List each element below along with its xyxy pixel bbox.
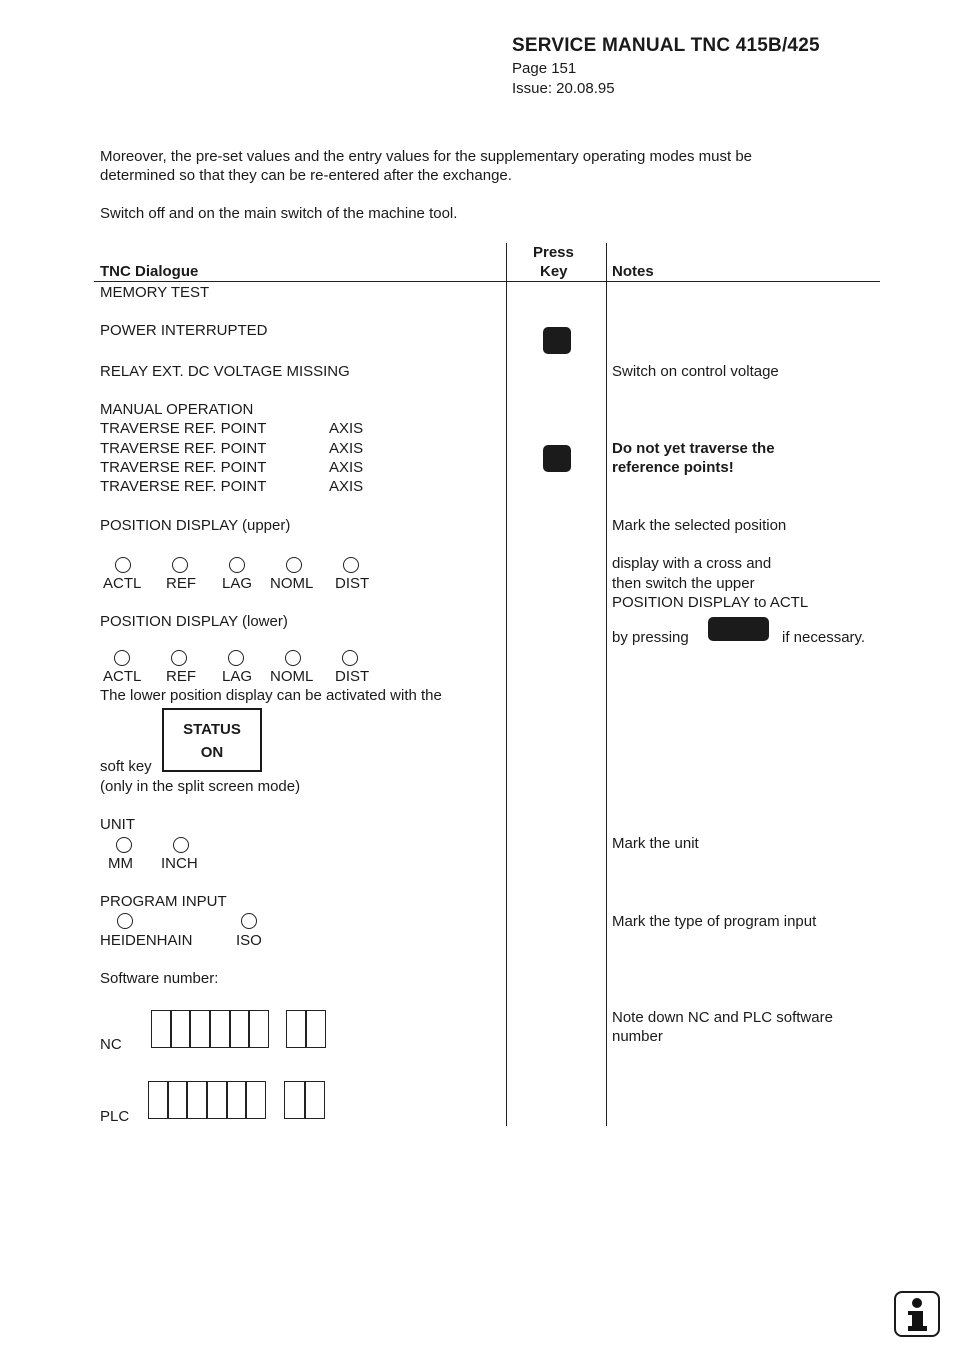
checkbox-circle: [172, 557, 188, 573]
label-mm: MM: [108, 855, 133, 872]
note-do-not-traverse-2: reference points!: [612, 459, 734, 476]
position-display-upper: POSITION DISPLAY (upper): [100, 517, 291, 534]
info-icon: [894, 1291, 940, 1337]
label-lag: LAG: [222, 575, 253, 592]
label-actl: ACTL: [103, 668, 142, 685]
page-number: Page 151: [512, 60, 577, 77]
plc-digit-boxes-short: [284, 1081, 325, 1119]
status-softkey-line-1: STATUS: [183, 721, 241, 738]
traverse-ref-point-1: TRAVERSE REF. POINT: [100, 420, 267, 437]
document-title: SERVICE MANUAL TNC 415B/425: [512, 35, 820, 56]
note-switch-on: Switch on control voltage: [612, 363, 779, 380]
black-key-icon: [708, 617, 769, 641]
label-inch: INCH: [161, 855, 198, 872]
issue-date: Issue: 20.08.95: [512, 80, 615, 97]
checkbox-circle: [114, 650, 130, 666]
split-screen-note: (only in the split screen mode): [100, 778, 301, 795]
label-noml: NOML: [270, 668, 314, 685]
traverse-ref-point-4: TRAVERSE REF. POINT: [100, 478, 267, 495]
intro-line-2: determined so that they can be re-entered after the exchange.: [100, 167, 512, 184]
axis-1: AXIS: [329, 420, 364, 437]
unit-heading: UNIT: [100, 816, 135, 833]
column-divider-2: [606, 243, 607, 1126]
relay-missing: RELAY EXT. DC VOLTAGE MISSING: [100, 363, 350, 380]
note-if-necessary: if necessary.: [782, 629, 866, 646]
column-divider-1: [506, 243, 507, 1126]
note-then-switch: then switch the upper: [612, 575, 755, 592]
checkbox-circle: [343, 557, 359, 573]
checkbox-circle: [229, 557, 245, 573]
label-lag: LAG: [222, 668, 253, 685]
note-do-not-traverse-1: Do not yet traverse the: [612, 440, 775, 457]
note-mark-program: Mark the type of program input: [612, 913, 817, 930]
note-note-down-2: number: [612, 1028, 663, 1045]
manual-operation: MANUAL OPERATION: [100, 401, 254, 418]
col-header-dialogue: TNC Dialogue: [100, 263, 199, 280]
status-on-softkey: [162, 708, 262, 772]
note-display-cross: display with a cross and: [612, 555, 772, 572]
label-actl: ACTL: [103, 575, 142, 592]
axis-2: AXIS: [329, 440, 364, 457]
axis-3: AXIS: [329, 459, 364, 476]
intro-line-1: Moreover, the pre-set values and the entry values for the supplementary operating modes must be: [100, 148, 753, 165]
checkbox-circle: [342, 650, 358, 666]
lower-activated-text: The lower position display can be activated with the: [100, 687, 442, 704]
checkbox-circle: [228, 650, 244, 666]
program-input-heading: PROGRAM INPUT: [100, 893, 227, 910]
label-ref: REF: [166, 668, 196, 685]
label-dist: DIST: [335, 668, 370, 685]
note-mark-unit: Mark the unit: [612, 835, 699, 852]
plc-label: PLC: [100, 1108, 130, 1125]
traverse-ref-point-2: TRAVERSE REF. POINT: [100, 440, 267, 457]
checkbox-circle: [173, 837, 189, 853]
checkbox-circle: [241, 913, 257, 929]
note-mark-position: Mark the selected position: [612, 517, 787, 534]
note-pos-to-actl: POSITION DISPLAY to ACTL: [612, 594, 809, 611]
label-ref: REF: [166, 575, 196, 592]
checkbox-circle: [117, 913, 133, 929]
note-by-pressing: by pressing: [612, 629, 689, 646]
axis-4: AXIS: [329, 478, 364, 495]
checkbox-circle: [115, 557, 131, 573]
col-header-press: Press: [533, 244, 574, 261]
checkbox-circle: [116, 837, 132, 853]
header-rule: [94, 281, 880, 282]
status-softkey-line-2: ON: [200, 744, 224, 761]
label-heidenhain: HEIDENHAIN: [100, 932, 193, 949]
col-header-key: Key: [540, 263, 568, 280]
col-header-notes: Notes: [612, 263, 654, 280]
checkbox-circle: [285, 650, 301, 666]
note-note-down-1: Note down NC and PLC software: [612, 1009, 833, 1026]
label-iso: ISO: [236, 932, 262, 949]
position-display-lower: POSITION DISPLAY (lower): [100, 613, 288, 630]
checkbox-circle: [286, 557, 302, 573]
checkbox-circle: [171, 650, 187, 666]
nc-label: NC: [100, 1036, 122, 1053]
plc-digit-boxes: [148, 1081, 266, 1119]
traverse-ref-point-3: TRAVERSE REF. POINT: [100, 459, 267, 476]
black-key-icon: [543, 445, 571, 472]
soft-key-label: soft key: [100, 758, 152, 775]
label-noml: NOML: [270, 575, 314, 592]
nc-digit-boxes: [151, 1010, 269, 1048]
label-dist: DIST: [335, 575, 370, 592]
software-number-heading: Software number:: [100, 970, 219, 987]
black-key-icon: [543, 327, 571, 354]
intro-line-3: Switch off and on the main switch of the machine tool.: [100, 205, 458, 222]
nc-digit-boxes-short: [286, 1010, 326, 1048]
memory-test: MEMORY TEST: [100, 284, 210, 301]
power-interrupted: POWER INTERRUPTED: [100, 322, 268, 339]
